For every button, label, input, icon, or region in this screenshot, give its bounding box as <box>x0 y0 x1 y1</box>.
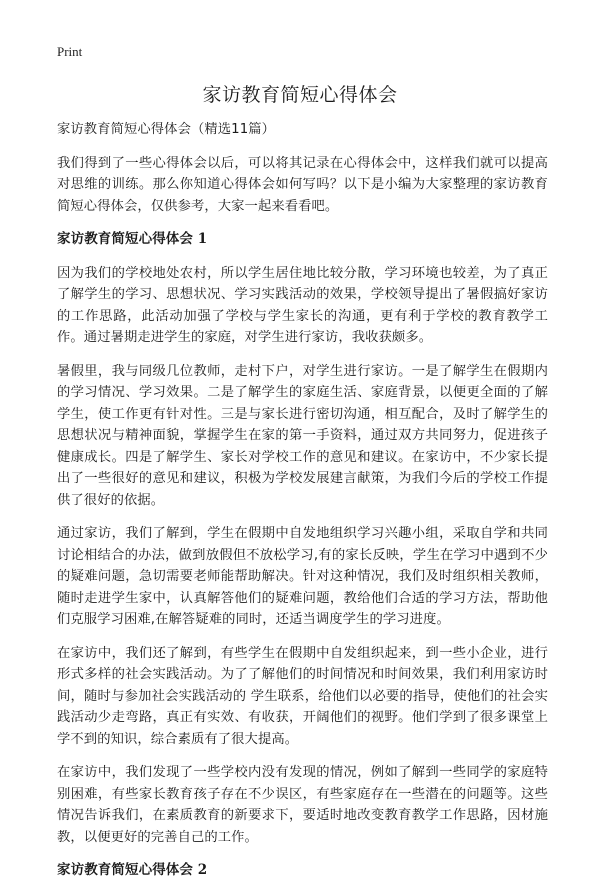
page-title: 家访教育简短心得体会 <box>202 84 398 106</box>
article-subtitle: 家访教育简短心得体会（精选11篇） <box>57 122 276 137</box>
section-heading-2: 家访教育简短心得体会 2 <box>57 862 208 878</box>
section-1-paragraph-2: 暑假里，我与同级几位教师，走村下户，对学生进行家访。一是了解学生在假期内的学习情况、学习效果。二是了解学生的家庭生活、家庭背景，以便更全面的了解学生，使工作更有针对性。三是与家长进行密切沟通，相互配合，及时了解学生的思想状况与精神面貌，掌握学生在家的第一手资料，通过双方共同努力，促进孩子健康成长。四是了解学生、家长对学校工作的意见和建议。在家访中，不少家长提出了一些很好的意见和建议，积极为学校发展建言献策，为我们今后的学校工作提供了很好的依据。 <box>57 363 548 508</box>
section-1-paragraph-1: 因为我们的学校地处农村，所以学生居住地比较分散，学习环境也较差，为了真正了解学生的学习、思想状况、学习实践活动的效果，学校领导提出了暑假搞好家访的工作思路，此活动加强了学校与学生家长的沟通，更有利于学校的教育教学工作。通过暑期走进学生的家庭，对学生进行家访，我收获颇多。 <box>57 265 548 345</box>
section-1-paragraph-5: 在家访中，我们发现了一些学校内没有发现的情况，例如了解到一些同学的家庭特别困难，有些家长教育孩子存在不少误区，有些家庭存在一些潜在的问题等。这些情况告诉我们，在素质教育的新要求下，要适时地改变教育教学工作思路，因材施教，以便更好的完善自己的工作。 <box>57 765 548 845</box>
section-1-paragraph-3: 通过家访，我们了解到，学生在假期中自发地组织学习兴趣小组，采取自学和共同讨论相结合的办法，做到放假但不放松学习,有的家长反映，学生在学习中遇到不少的疑难问题，急切需要老师能帮助解决。针对这种情况，我们及时组织相关教师，随时走进学生家中，认真解答他们的疑难问题，教给他们合适的学习方法，帮助他们克服学习困难,在解答疑难的同时，还适当调度学生的学习进度。 <box>57 526 548 627</box>
article-body <box>57 119 548 894</box>
intro-paragraph: 我们得到了一些心得体会以后，可以将其记录在心得体会中，这样我们就可以提高对思维的训练。那么你知道心得体会如何写吗？以下是小编为大家整理的家访教育简短心得体会，仅供参考，大家一起来看看吧。 <box>57 155 548 214</box>
print-link[interactable]: Print <box>57 44 83 59</box>
section-heading-1: 家访教育简短心得体会 1 <box>57 231 208 247</box>
section-1-paragraph-4: 在家访中，我们还了解到，有些学生在假期中自发组织起来，到一些小企业，进行形式多样的社会实践活动。为了了解他们的时间情况和时间效果，我们利用家访时间，随时与参加社会实践活动的 学生联系，给他们以必要的指导，使他们的社会实践活动少走弯路，真正有实效、有收获，开阔他们的视野。他们学到了很多课堂上学不到的知识，综合素质有了很大提高。 <box>57 645 548 747</box>
